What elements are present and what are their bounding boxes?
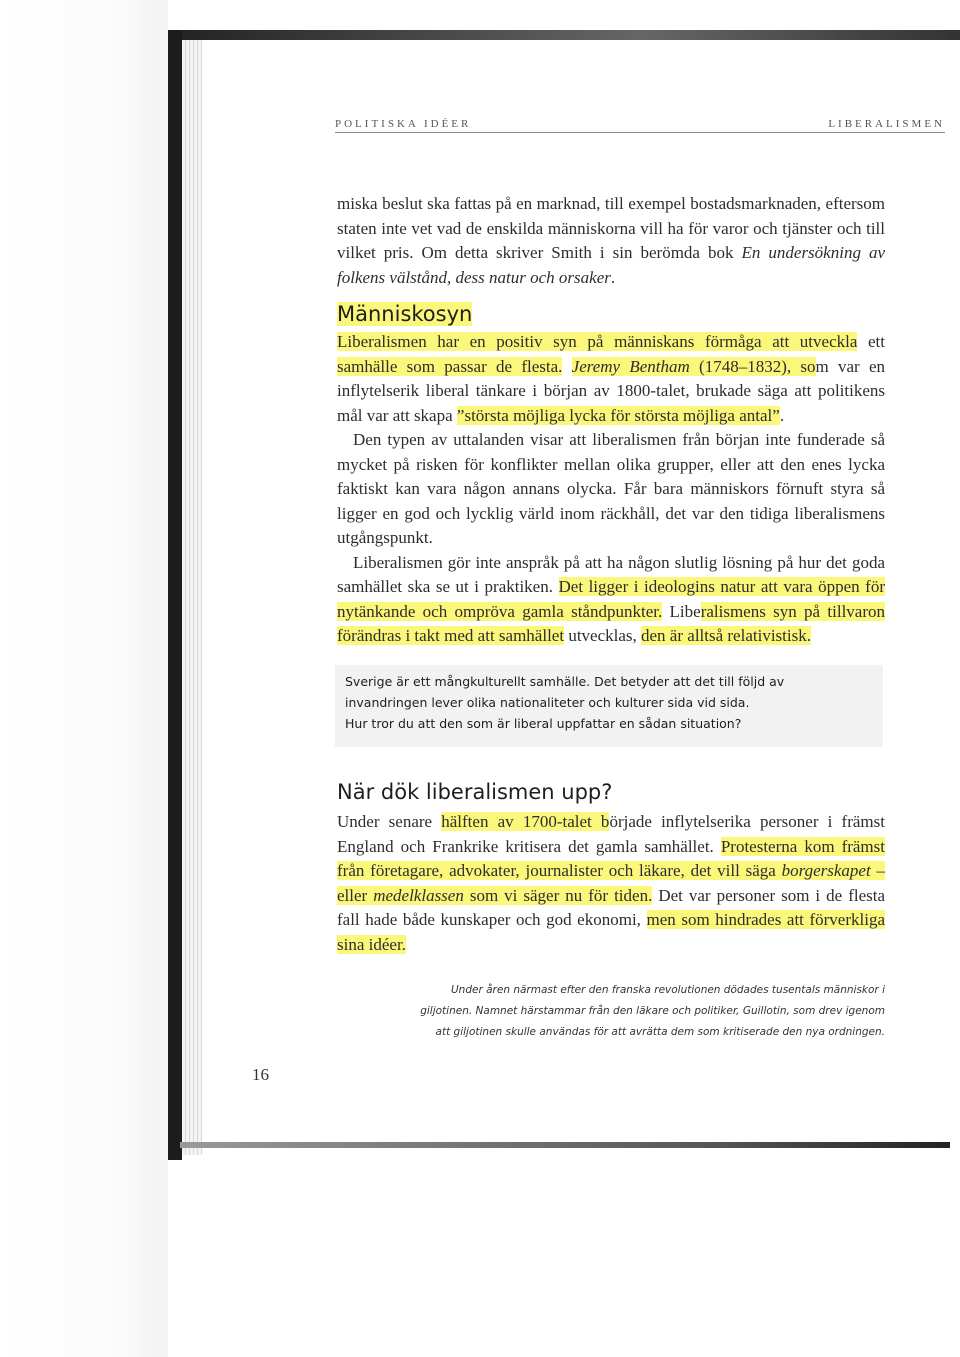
discussion-question-box [335,665,883,747]
section1-paragraph-3: Liberalismen gör inte anspråk på att ha någon slutlig lösning på hur det goda samhället ska se ut i praktiken. Det ligger i ideologins natur att vara öppen för nytänkande och ompröva gamla ståndpunkter. Liberalismens syn på tillvaron förändras i takt med att samhället utvecklas, den är alltså relativistisk. [337,552,886,645]
book-page [205,40,950,1140]
scan-binding-top [168,30,960,40]
scan-margin [0,0,168,1357]
person-name: Jeremy Bentham [571,356,690,376]
section-heading-manniskosyn: Människosyn [337,302,473,326]
question-line-1: Sverige är ett mångkulturellt samhälle. Det betyder att det till följd av [345,674,785,689]
intro-end: . [610,267,616,287]
intro-paragraph [337,192,885,290]
question-line-3: Hur tror du att den som är liberal uppfattar en sådan situation? [345,716,742,731]
caption-line-2: giljotinen. Namnet härstammar från den läkare och politiker, Guillotin, som drev igenom [420,1005,885,1017]
section2-body [337,810,885,957]
section2-paragraph: Under senare hälften av 1700-talet började inflytelserika personer i främst England och Frankrike kritisera det gamla samhället. Protesterna kom främst från företagare, advokater, journalister och läkare, det vill säga borgerskapet – eller medelklassen som vi säger nu för tiden. Det var personer som i de flesta fall hade både kunskaper och god ekonomi, men som hindrades att förverkliga sina idéer. [337,812,886,954]
scan-page-edges [182,40,202,1155]
bentham-quote: ”största möjliga lycka för största möjliga antal” [456,405,780,425]
book-title: En undersökning av folkens välstånd, dess natur och orsaker [337,243,885,287]
caption-line-1: Under åren närmast efter den franska revolutionen dödades tusentals människor i [451,984,885,996]
section1-paragraph-1: Liberalismen har en positiv syn på människans förmåga att utveckla ett samhälle som passar de flesta. Jeremy Bentham (1748–1832), som var en inflytelserik liberal tänkare i början av 1800-talet, brukade säga att politikens mål var att skapa ”största möjliga lycka för största möjliga antal”. [337,332,886,425]
question-line-2: invandringen lever olika nationaliteter och kulturer sida vid sida. [345,695,750,710]
section1-body [337,330,885,649]
scan-binding-bottom [180,1142,950,1148]
intro-text: miska beslut ska fattas på en marknad, till exempel bostadsmarknaden, eftersom staten inte vet vad de enskilda människorna vill ha för varor och tjänster och till vilket pris. Om detta skriver Smith i sin berömda bok [337,194,885,262]
running-head [335,118,945,133]
page-number: 16 [252,1065,269,1084]
term-medelklassen: medelklassen [373,885,464,905]
caption-line-3: att giljotinen skulle användas för att avrätta dem som kritiserade den nya ordningen. [435,1026,885,1038]
image-caption [405,980,885,1043]
section1-paragraph-2: Den typen av uttalanden visar att liberalismen från början inte funderade så mycket på risken för konflikter mellan olika grupper, eller att den enes lycka faktiskt kan vara någon annans olycka. Får bara människors förnuft styra så ligger en god och lycklig värld inom räckhåll, det var den tidiga liberalismens utgångspunkt. [337,430,885,547]
scan-binding-left [168,30,182,1160]
section-heading-nar-dok: När dök liberalismen upp? [337,780,613,804]
running-head-right: LIBERALISMEN [828,118,945,130]
term-borgerskapet: borgerskapet [781,861,871,880]
running-head-left: POLITISKA IDÉER [335,118,472,130]
